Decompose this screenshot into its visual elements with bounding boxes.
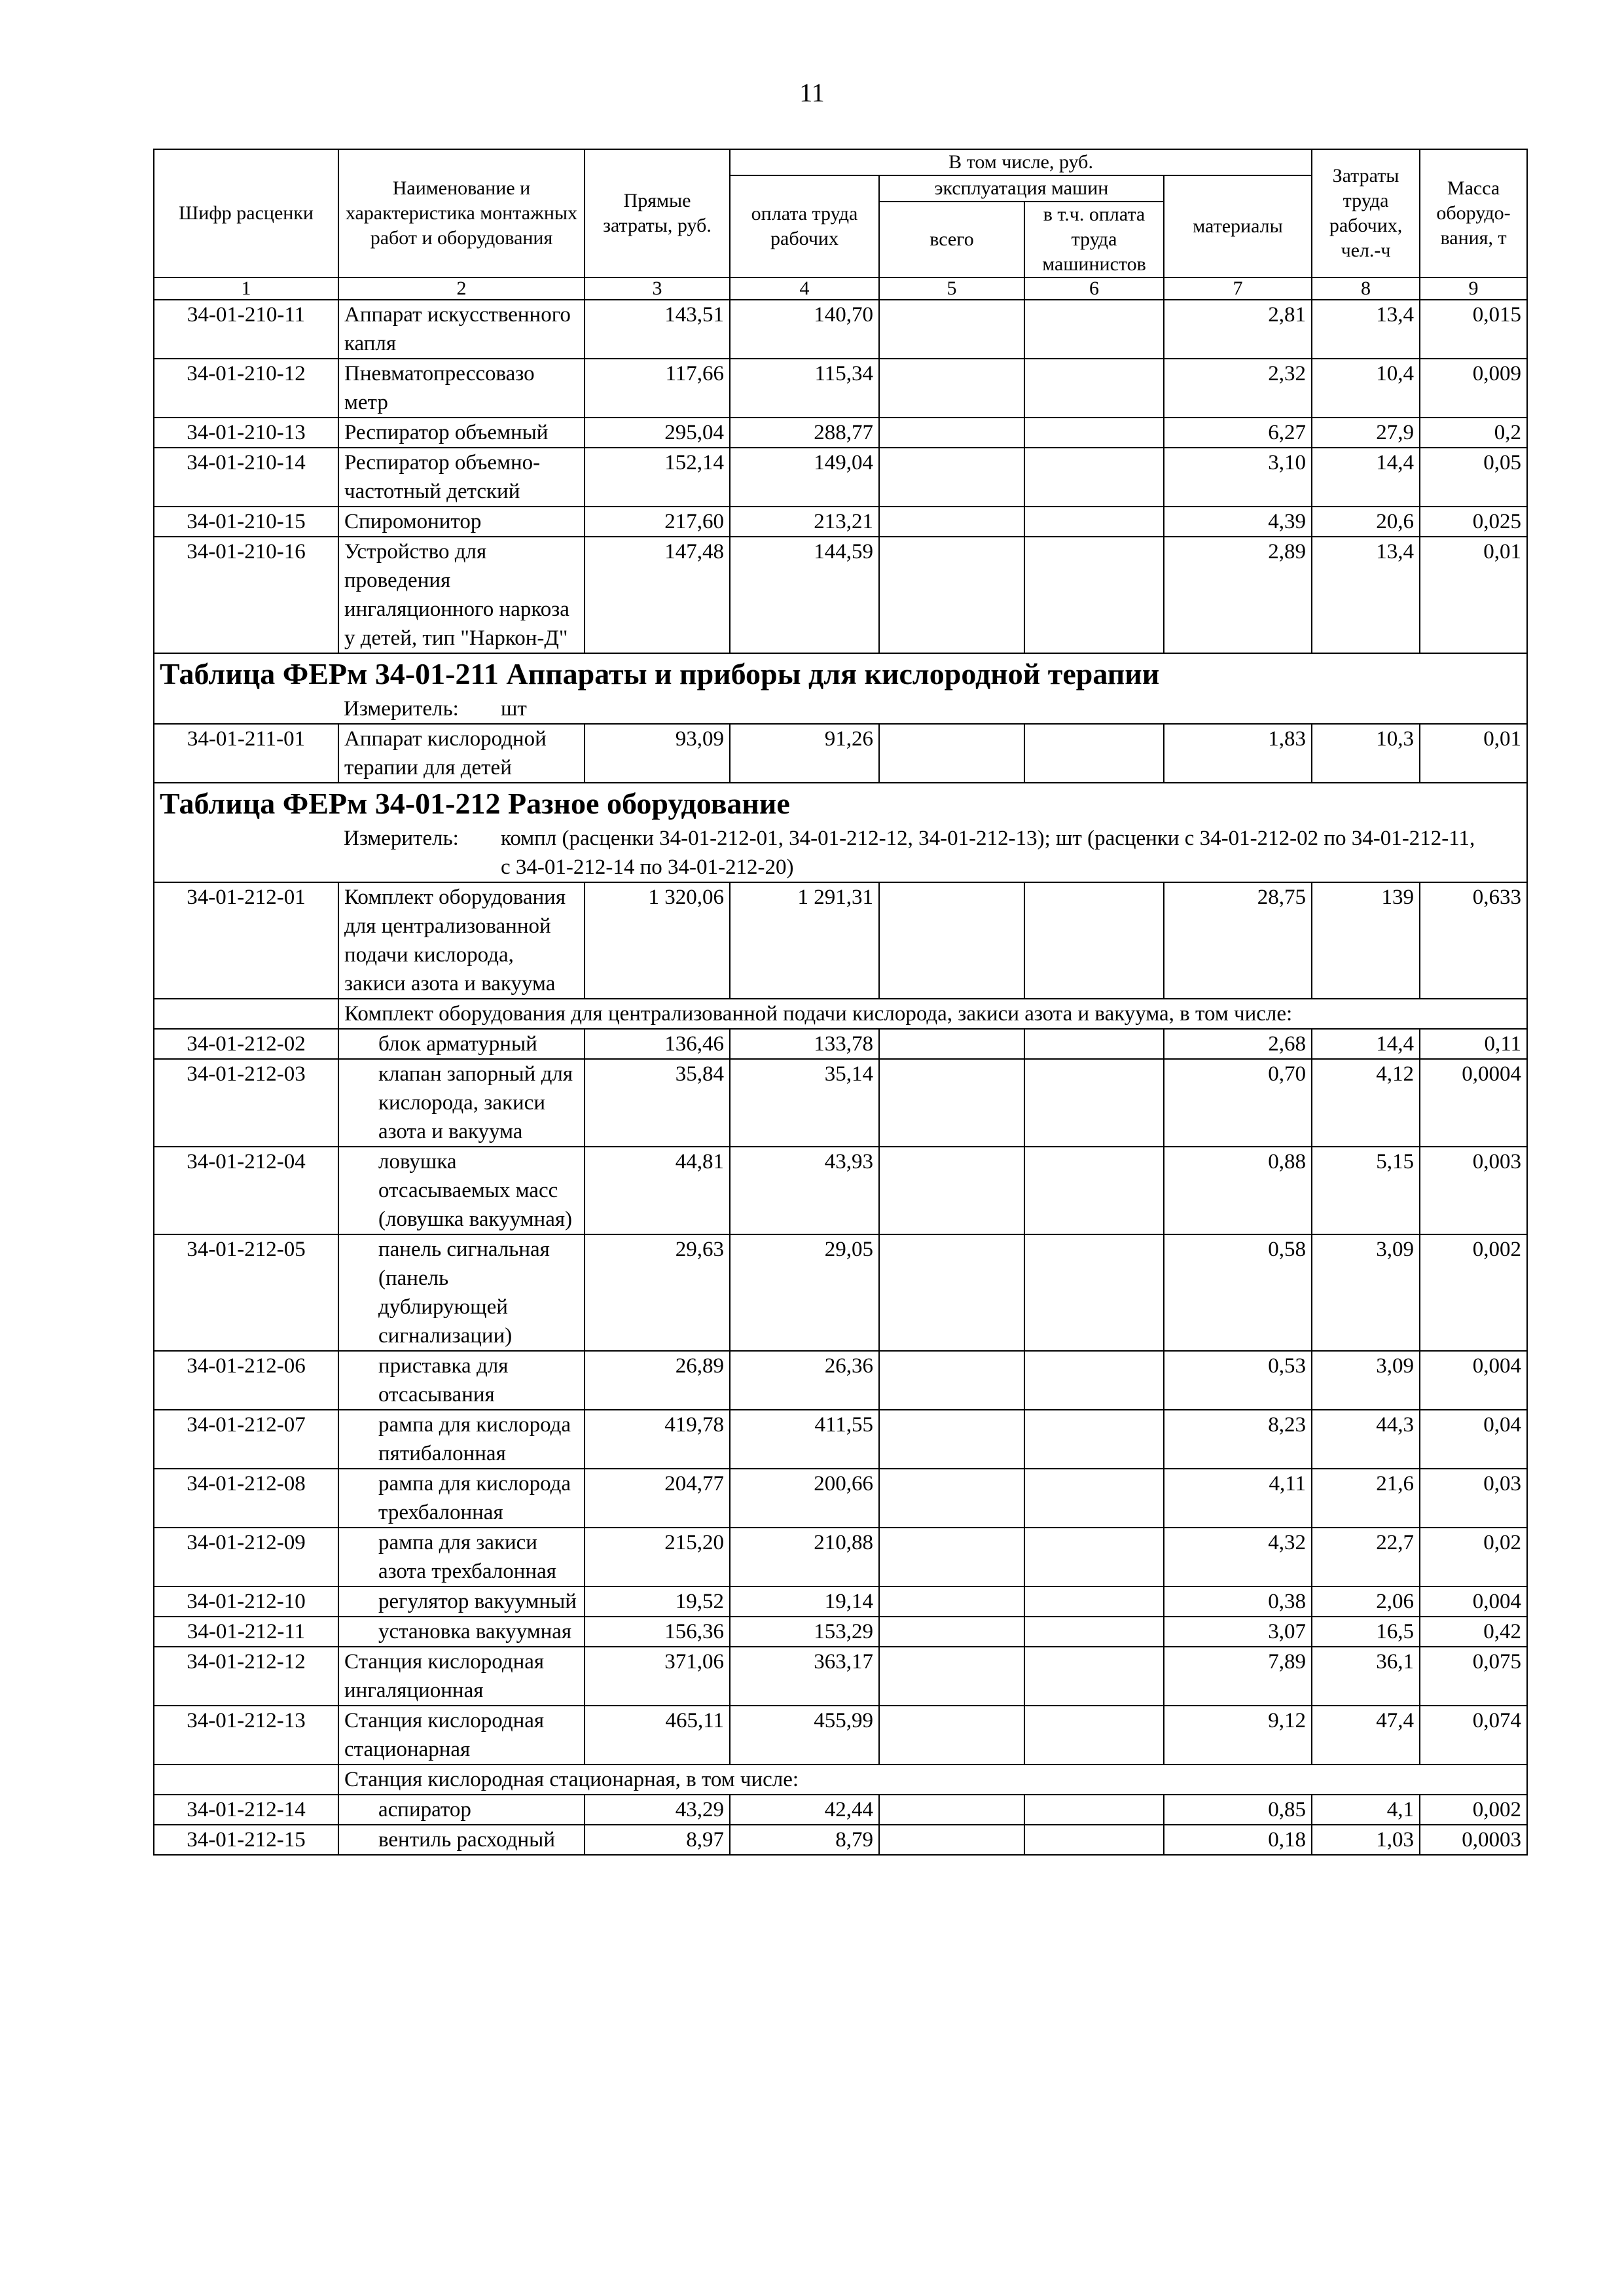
table-row bbox=[154, 724, 1527, 783]
labor-pay: 29,05 bbox=[730, 1234, 879, 1351]
measure-spacer bbox=[154, 824, 338, 882]
materials-cost: 28,75 bbox=[1164, 882, 1312, 999]
machine-total bbox=[879, 359, 1024, 418]
labor-hours: 44,3 bbox=[1312, 1410, 1420, 1469]
equipment-mass: 0,03 bbox=[1420, 1469, 1527, 1528]
rate-code: 34-01-212-11 bbox=[154, 1617, 338, 1647]
machinists-pay bbox=[1024, 1795, 1164, 1825]
work-name: установка вакуумная bbox=[338, 1617, 585, 1647]
rate-code: 34-01-212-05 bbox=[154, 1234, 338, 1351]
materials-cost: 7,89 bbox=[1164, 1647, 1312, 1706]
machine-total bbox=[879, 882, 1024, 999]
rate-code: 34-01-212-09 bbox=[154, 1528, 338, 1587]
materials-cost: 3,10 bbox=[1164, 448, 1312, 507]
equipment-mass: 0,01 bbox=[1420, 537, 1527, 653]
labor-pay: 363,17 bbox=[730, 1647, 879, 1706]
labor-pay: 8,79 bbox=[730, 1825, 879, 1855]
rate-code: 34-01-210-15 bbox=[154, 507, 338, 537]
labor-pay: 288,77 bbox=[730, 418, 879, 448]
machinists-pay bbox=[1024, 300, 1164, 359]
rate-code: 34-01-211-01 bbox=[154, 724, 338, 783]
table-row bbox=[154, 1528, 1527, 1587]
table-row bbox=[154, 1795, 1527, 1825]
column-number: 7 bbox=[1164, 278, 1312, 300]
machine-total bbox=[879, 1795, 1024, 1825]
labor-pay: 1 291,31 bbox=[730, 882, 879, 999]
measure-value: компл (расценки 34-01-212-01, 34-01-212-12, 34-01-212-13); шт (расценки с 34-01-212-02 по 34-01-212-11, с 34-01-212-14 по 34-01-212-20) bbox=[501, 827, 1475, 879]
table-row bbox=[154, 1617, 1527, 1647]
rate-code: 34-01-212-06 bbox=[154, 1351, 338, 1410]
direct-cost: 215,20 bbox=[585, 1528, 730, 1587]
measure-cell bbox=[338, 824, 1527, 882]
rate-code: 34-01-212-14 bbox=[154, 1795, 338, 1825]
machine-total bbox=[879, 507, 1024, 537]
machinists-pay bbox=[1024, 1469, 1164, 1528]
machinists-pay bbox=[1024, 1587, 1164, 1617]
labor-pay: 455,99 bbox=[730, 1706, 879, 1765]
column-number: 3 bbox=[585, 278, 730, 300]
labor-hours: 139 bbox=[1312, 882, 1420, 999]
machine-total bbox=[879, 300, 1024, 359]
table-title: Таблица ФЕРм 34-01-212 Разное оборудование bbox=[154, 783, 1527, 824]
machine-total bbox=[879, 1469, 1024, 1528]
labor-hours: 36,1 bbox=[1312, 1647, 1420, 1706]
header-labor-cost: Затраты труда рабочих, чел.-ч bbox=[1312, 149, 1420, 278]
rate-code: 34-01-212-13 bbox=[154, 1706, 338, 1765]
labor-hours: 16,5 bbox=[1312, 1617, 1420, 1647]
materials-cost: 0,58 bbox=[1164, 1234, 1312, 1351]
equipment-mass: 0,074 bbox=[1420, 1706, 1527, 1765]
machinists-pay bbox=[1024, 1059, 1164, 1147]
work-name: рампа для кислорода пятибалонная bbox=[338, 1410, 585, 1469]
materials-cost: 0,70 bbox=[1164, 1059, 1312, 1147]
column-numbers-row bbox=[154, 278, 1527, 300]
rate-code: 34-01-212-01 bbox=[154, 882, 338, 999]
work-name: аспиратор bbox=[338, 1795, 585, 1825]
table-title-row bbox=[154, 783, 1527, 824]
equipment-mass: 0,42 bbox=[1420, 1617, 1527, 1647]
rate-code: 34-01-210-16 bbox=[154, 537, 338, 653]
labor-pay: 91,26 bbox=[730, 724, 879, 783]
machine-total bbox=[879, 1234, 1024, 1351]
note-text: Комплект оборудования для централизованной подачи кислорода, закиси азота и вакуума, в том числе: bbox=[338, 999, 1527, 1029]
work-name: Устройство для проведения ингаляционного наркоза у детей, тип "Наркон-Д" bbox=[338, 537, 585, 653]
price-table bbox=[153, 149, 1528, 1856]
machinists-pay bbox=[1024, 448, 1164, 507]
table-row bbox=[154, 1469, 1527, 1528]
labor-pay: 35,14 bbox=[730, 1059, 879, 1147]
work-name: Аппарат кислородной терапии для детей bbox=[338, 724, 585, 783]
materials-cost: 1,83 bbox=[1164, 724, 1312, 783]
table-title: Таблица ФЕРм 34-01-211 Аппараты и приборы для кислородной терапии bbox=[154, 653, 1527, 694]
labor-hours: 3,09 bbox=[1312, 1234, 1420, 1351]
table-row bbox=[154, 1147, 1527, 1234]
machine-total bbox=[879, 1059, 1024, 1147]
labor-hours: 10,4 bbox=[1312, 359, 1420, 418]
rate-code: 34-01-210-13 bbox=[154, 418, 338, 448]
table-row bbox=[154, 359, 1527, 418]
work-name: Респиратор объемно-частотный детский bbox=[338, 448, 585, 507]
machinists-pay bbox=[1024, 1147, 1164, 1234]
materials-cost: 4,32 bbox=[1164, 1528, 1312, 1587]
column-number: 5 bbox=[879, 278, 1024, 300]
materials-cost: 0,38 bbox=[1164, 1587, 1312, 1617]
table-row bbox=[154, 448, 1527, 507]
work-name: блок арматурный bbox=[338, 1029, 585, 1059]
equipment-mass: 0,2 bbox=[1420, 418, 1527, 448]
work-name: рампа для кислорода трехбалонная bbox=[338, 1469, 585, 1528]
direct-cost: 26,89 bbox=[585, 1351, 730, 1410]
machine-total bbox=[879, 1351, 1024, 1410]
equipment-mass: 0,002 bbox=[1420, 1795, 1527, 1825]
work-name: Пневматопрессовазо метр bbox=[338, 359, 585, 418]
labor-pay: 153,29 bbox=[730, 1617, 879, 1647]
machine-total bbox=[879, 448, 1024, 507]
equipment-mass: 0,01 bbox=[1420, 724, 1527, 783]
labor-hours: 22,7 bbox=[1312, 1528, 1420, 1587]
table-row bbox=[154, 1825, 1527, 1855]
table-row bbox=[154, 1587, 1527, 1617]
table-row bbox=[154, 300, 1527, 359]
table-row bbox=[154, 1234, 1527, 1351]
machine-total bbox=[879, 1528, 1024, 1587]
page-number: 11 bbox=[799, 78, 825, 107]
note-spacer bbox=[154, 1765, 338, 1795]
machinists-pay bbox=[1024, 537, 1164, 653]
labor-hours: 3,09 bbox=[1312, 1351, 1420, 1410]
header-name: Наименование и характеристика монтажных работ и оборудования bbox=[338, 149, 585, 278]
work-name: Респиратор объемный bbox=[338, 418, 585, 448]
header-mass: Масса оборудо-вания, т bbox=[1420, 149, 1527, 278]
direct-cost: 143,51 bbox=[585, 300, 730, 359]
machinists-pay bbox=[1024, 418, 1164, 448]
materials-cost: 0,85 bbox=[1164, 1795, 1312, 1825]
machine-total bbox=[879, 1410, 1024, 1469]
labor-hours: 13,4 bbox=[1312, 537, 1420, 653]
rate-code: 34-01-212-07 bbox=[154, 1410, 338, 1469]
direct-cost: 419,78 bbox=[585, 1410, 730, 1469]
note-row bbox=[154, 999, 1527, 1029]
equipment-mass: 0,025 bbox=[1420, 507, 1527, 537]
note-text: Станция кислородная стационарная, в том числе: bbox=[338, 1765, 1527, 1795]
rate-code: 34-01-212-04 bbox=[154, 1147, 338, 1234]
materials-cost: 0,53 bbox=[1164, 1351, 1312, 1410]
rate-code: 34-01-212-12 bbox=[154, 1647, 338, 1706]
rate-code: 34-01-210-11 bbox=[154, 300, 338, 359]
rate-code: 34-01-212-03 bbox=[154, 1059, 338, 1147]
machinists-pay bbox=[1024, 1825, 1164, 1855]
labor-hours: 2,06 bbox=[1312, 1587, 1420, 1617]
equipment-mass: 0,11 bbox=[1420, 1029, 1527, 1059]
rate-code: 34-01-212-08 bbox=[154, 1469, 338, 1528]
direct-cost: 1 320,06 bbox=[585, 882, 730, 999]
equipment-mass: 0,015 bbox=[1420, 300, 1527, 359]
work-name: Аппарат искусственного капля bbox=[338, 300, 585, 359]
labor-pay: 19,14 bbox=[730, 1587, 879, 1617]
materials-cost: 9,12 bbox=[1164, 1706, 1312, 1765]
machine-total bbox=[879, 418, 1024, 448]
machinists-pay bbox=[1024, 1706, 1164, 1765]
machinists-pay bbox=[1024, 882, 1164, 999]
table-row bbox=[154, 882, 1527, 999]
measure-spacer bbox=[154, 694, 338, 724]
direct-cost: 147,48 bbox=[585, 537, 730, 653]
direct-cost: 156,36 bbox=[585, 1617, 730, 1647]
direct-cost: 152,14 bbox=[585, 448, 730, 507]
labor-pay: 200,66 bbox=[730, 1469, 879, 1528]
direct-cost: 117,66 bbox=[585, 359, 730, 418]
note-spacer bbox=[154, 999, 338, 1029]
machinists-pay bbox=[1024, 507, 1164, 537]
measure-value: шт bbox=[501, 697, 527, 721]
equipment-mass: 0,004 bbox=[1420, 1351, 1527, 1410]
equipment-mass: 0,004 bbox=[1420, 1587, 1527, 1617]
table-row bbox=[154, 507, 1527, 537]
measure-cell bbox=[338, 694, 1527, 724]
header-labor-pay: оплата труда рабочих bbox=[730, 175, 879, 278]
column-number: 9 bbox=[1420, 278, 1527, 300]
direct-cost: 217,60 bbox=[585, 507, 730, 537]
labor-pay: 43,93 bbox=[730, 1147, 879, 1234]
header-code: Шифр расценки bbox=[154, 149, 338, 278]
materials-cost: 2,89 bbox=[1164, 537, 1312, 653]
direct-cost: 204,77 bbox=[585, 1469, 730, 1528]
equipment-mass: 0,075 bbox=[1420, 1647, 1527, 1706]
table-row bbox=[154, 1351, 1527, 1410]
table-row bbox=[154, 1059, 1527, 1147]
column-number: 1 bbox=[154, 278, 338, 300]
labor-pay: 149,04 bbox=[730, 448, 879, 507]
work-name: панель сигнальная (панель дублирующей сигнализации) bbox=[338, 1234, 585, 1351]
equipment-mass: 0,003 bbox=[1420, 1147, 1527, 1234]
machine-total bbox=[879, 1029, 1024, 1059]
machine-total bbox=[879, 1706, 1024, 1765]
machinists-pay bbox=[1024, 724, 1164, 783]
machine-total bbox=[879, 1587, 1024, 1617]
machine-total bbox=[879, 1147, 1024, 1234]
labor-hours: 10,3 bbox=[1312, 724, 1420, 783]
machinists-pay bbox=[1024, 1351, 1164, 1410]
measure-row bbox=[154, 824, 1527, 882]
labor-pay: 411,55 bbox=[730, 1410, 879, 1469]
header-direct-cost: Прямые затраты, руб. bbox=[585, 149, 730, 278]
materials-cost: 3,07 bbox=[1164, 1617, 1312, 1647]
materials-cost: 0,88 bbox=[1164, 1147, 1312, 1234]
machine-total bbox=[879, 724, 1024, 783]
machinists-pay bbox=[1024, 1029, 1164, 1059]
labor-pay: 210,88 bbox=[730, 1528, 879, 1587]
machinists-pay bbox=[1024, 1234, 1164, 1351]
work-name: Спиромонитор bbox=[338, 507, 585, 537]
machine-total bbox=[879, 1825, 1024, 1855]
rate-code: 34-01-210-12 bbox=[154, 359, 338, 418]
header-including: В том числе, руб. bbox=[730, 149, 1312, 175]
work-name: клапан запорный для кислорода, закиси азота и вакуума bbox=[338, 1059, 585, 1147]
direct-cost: 371,06 bbox=[585, 1647, 730, 1706]
direct-cost: 93,09 bbox=[585, 724, 730, 783]
rate-code: 34-01-212-15 bbox=[154, 1825, 338, 1855]
labor-pay: 133,78 bbox=[730, 1029, 879, 1059]
machinists-pay bbox=[1024, 1410, 1164, 1469]
equipment-mass: 0,04 bbox=[1420, 1410, 1527, 1469]
table-row bbox=[154, 418, 1527, 448]
labor-hours: 4,1 bbox=[1312, 1795, 1420, 1825]
column-number: 6 bbox=[1024, 278, 1164, 300]
rate-code: 34-01-210-14 bbox=[154, 448, 338, 507]
labor-pay: 213,21 bbox=[730, 507, 879, 537]
table-body bbox=[154, 149, 1527, 1855]
column-number: 2 bbox=[338, 278, 585, 300]
labor-hours: 27,9 bbox=[1312, 418, 1420, 448]
equipment-mass: 0,05 bbox=[1420, 448, 1527, 507]
labor-pay: 144,59 bbox=[730, 537, 879, 653]
work-name: Комплект оборудования для централизованной подачи кислорода, закиси азота и вакуума bbox=[338, 882, 585, 999]
direct-cost: 44,81 bbox=[585, 1147, 730, 1234]
work-name: приставка для отсасывания bbox=[338, 1351, 585, 1410]
note-row bbox=[154, 1765, 1527, 1795]
direct-cost: 8,97 bbox=[585, 1825, 730, 1855]
direct-cost: 43,29 bbox=[585, 1795, 730, 1825]
table-row bbox=[154, 537, 1527, 653]
table-row bbox=[154, 1029, 1527, 1059]
column-number: 4 bbox=[730, 278, 879, 300]
table-title-row bbox=[154, 653, 1527, 694]
labor-pay: 140,70 bbox=[730, 300, 879, 359]
machinists-pay bbox=[1024, 1617, 1164, 1647]
machine-total bbox=[879, 537, 1024, 653]
table-row bbox=[154, 1410, 1527, 1469]
machinists-pay bbox=[1024, 359, 1164, 418]
equipment-mass: 0,02 bbox=[1420, 1528, 1527, 1587]
labor-hours: 13,4 bbox=[1312, 300, 1420, 359]
labor-hours: 47,4 bbox=[1312, 1706, 1420, 1765]
labor-hours: 14,4 bbox=[1312, 448, 1420, 507]
machinists-pay bbox=[1024, 1528, 1164, 1587]
table-row bbox=[154, 1706, 1527, 1765]
labor-hours: 5,15 bbox=[1312, 1147, 1420, 1234]
table-row bbox=[154, 1647, 1527, 1706]
work-name: Станция кислородная стационарная bbox=[338, 1706, 585, 1765]
direct-cost: 29,63 bbox=[585, 1234, 730, 1351]
work-name: Станция кислородная ингаляционная bbox=[338, 1647, 585, 1706]
work-name: рампа для закиси азота трехбалонная bbox=[338, 1528, 585, 1587]
header-machine-total: всего bbox=[879, 202, 1024, 278]
equipment-mass: 0,0003 bbox=[1420, 1825, 1527, 1855]
machine-total bbox=[879, 1647, 1024, 1706]
labor-pay: 26,36 bbox=[730, 1351, 879, 1410]
work-name: вентиль расходный bbox=[338, 1825, 585, 1855]
labor-hours: 21,6 bbox=[1312, 1469, 1420, 1528]
rate-code: 34-01-212-10 bbox=[154, 1587, 338, 1617]
materials-cost: 2,81 bbox=[1164, 300, 1312, 359]
direct-cost: 19,52 bbox=[585, 1587, 730, 1617]
header-machine-operation: эксплуатация машин bbox=[879, 175, 1164, 202]
measure-label: Измеритель: bbox=[344, 697, 459, 721]
measure-label: Измеритель: bbox=[344, 827, 459, 850]
labor-pay: 42,44 bbox=[730, 1795, 879, 1825]
labor-hours: 20,6 bbox=[1312, 507, 1420, 537]
work-name: регулятор вакуумный bbox=[338, 1587, 585, 1617]
machinists-pay bbox=[1024, 1647, 1164, 1706]
materials-cost: 2,68 bbox=[1164, 1029, 1312, 1059]
direct-cost: 295,04 bbox=[585, 418, 730, 448]
materials-cost: 8,23 bbox=[1164, 1410, 1312, 1469]
equipment-mass: 0,009 bbox=[1420, 359, 1527, 418]
measure-row bbox=[154, 694, 1527, 724]
direct-cost: 136,46 bbox=[585, 1029, 730, 1059]
work-name: ловушка отсасываемых масс (ловушка вакуумная) bbox=[338, 1147, 585, 1234]
materials-cost: 2,32 bbox=[1164, 359, 1312, 418]
labor-hours: 4,12 bbox=[1312, 1059, 1420, 1147]
direct-cost: 35,84 bbox=[585, 1059, 730, 1147]
machine-total bbox=[879, 1617, 1024, 1647]
header-materials: материалы bbox=[1164, 175, 1312, 278]
labor-hours: 14,4 bbox=[1312, 1029, 1420, 1059]
rate-code: 34-01-212-02 bbox=[154, 1029, 338, 1059]
equipment-mass: 0,633 bbox=[1420, 882, 1527, 999]
materials-cost: 6,27 bbox=[1164, 418, 1312, 448]
materials-cost: 0,18 bbox=[1164, 1825, 1312, 1855]
direct-cost: 465,11 bbox=[585, 1706, 730, 1765]
column-number: 8 bbox=[1312, 278, 1420, 300]
labor-pay: 115,34 bbox=[730, 359, 879, 418]
materials-cost: 4,39 bbox=[1164, 507, 1312, 537]
materials-cost: 4,11 bbox=[1164, 1469, 1312, 1528]
equipment-mass: 0,0004 bbox=[1420, 1059, 1527, 1147]
equipment-mass: 0,002 bbox=[1420, 1234, 1527, 1351]
header-machinists-pay: в т.ч. оплата труда машинистов bbox=[1024, 202, 1164, 278]
labor-hours: 1,03 bbox=[1312, 1825, 1420, 1855]
